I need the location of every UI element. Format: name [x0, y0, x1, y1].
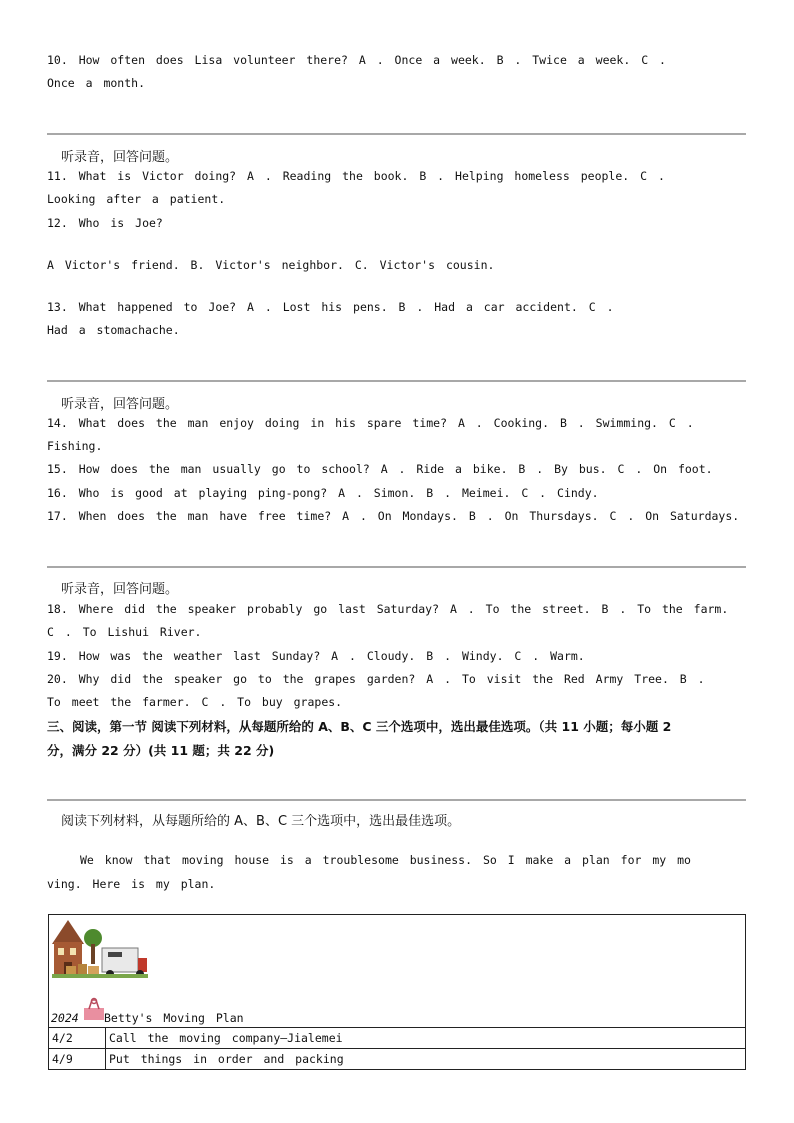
question-20-line1: 20. Why did the speaker go to the grapes garden? A . To visit the Red Army Tree. B .: [47, 672, 705, 686]
plan-year: 2024: [51, 1011, 79, 1025]
question-18-line2: C . To Lishui River.: [47, 625, 202, 639]
section-header: 听录音，回答问题。: [61, 397, 179, 412]
plan-task: Call the moving company—Jialemei: [106, 1028, 746, 1049]
question-14-line2: Fishing.: [47, 439, 103, 453]
plan-date: 4/2: [49, 1028, 106, 1049]
moving-house-illustration: [50, 916, 148, 980]
moving-plan-table: [48, 914, 746, 1070]
question-10-line2: Once a month.: [47, 76, 146, 90]
table-row: [49, 1049, 746, 1070]
part-title-line1: 三、阅读，第一节 阅读下列材料，从每题所给的 A、B、C 三个选项中，选出最佳选项。（共 11 小题；每小题 2: [47, 719, 672, 734]
passage-line1: We know that moving house is a troublesome business. So I make a plan for my mo: [80, 853, 691, 867]
part-title-line2: 分，满分 22 分）(共 11 题；共 22 分): [47, 743, 275, 758]
question-12: 12. Who is Joe?: [47, 216, 163, 230]
plan-title: Betty's Moving Plan: [104, 1011, 244, 1025]
question-13-line1: 13. What happened to Joe? A . Lost his pens. B . Had a car accident. C .: [47, 300, 614, 314]
question-19: 19. How was the weather last Sunday? A . Cloudy. B . Windy. C . Warm.: [47, 649, 585, 663]
section-header: 听录音，回答问题。: [61, 150, 179, 165]
section-divider: [47, 133, 746, 135]
plan-task: Put things in order and packing: [106, 1049, 746, 1070]
plan-date: 4/9: [49, 1049, 106, 1070]
question-17: 17. When does the man have free time? A . On Mondays. B . On Thursdays. C . On Saturdays.: [47, 509, 740, 523]
question-13-line2: Had a stomachache.: [47, 323, 180, 337]
question-12-options: A Victor's friend. B. Victor's neighbor. C. Victor's cousin.: [47, 258, 495, 272]
question-11-line2: Looking after a patient.: [47, 192, 226, 206]
passage-line2: ving. Here is my plan.: [47, 877, 216, 891]
plan-table-header: [49, 915, 746, 1028]
table-row: [49, 1028, 746, 1049]
section-divider: [47, 799, 746, 801]
question-16: 16. Who is good at playing ping-pong? A . Simon. B . Meimei. C . Cindy.: [47, 486, 599, 500]
question-11-line1: 11. What is Victor doing? A . Reading the book. B . Helping homeless people. C .: [47, 169, 665, 183]
section-divider: [47, 380, 746, 382]
question-14-line1: 14. What does the man enjoy doing in his spare time? A . Cooking. B . Swimming. C .: [47, 416, 694, 430]
section-header: 听录音，回答问题。: [61, 582, 179, 597]
question-20-line2: To meet the farmer. C . To buy grapes.: [47, 695, 343, 709]
question-10-line1: 10. How often does Lisa volunteer there? A . Once a week. B . Twice a week. C .: [47, 53, 666, 67]
reading-instruction: 阅读下列材料，从每题所给的 A、B、C 三个选项中，选出最佳选项。: [61, 814, 461, 829]
section-divider: [47, 566, 746, 568]
binder-clip-icon: [83, 997, 105, 1021]
question-18-line1: 18. Where did the speaker probably go last Saturday? A . To the street. B . To the farm.: [47, 602, 729, 616]
question-15: 15. How does the man usually go to school? A . Ride a bike. B . By bus. C . On foot.: [47, 462, 713, 476]
